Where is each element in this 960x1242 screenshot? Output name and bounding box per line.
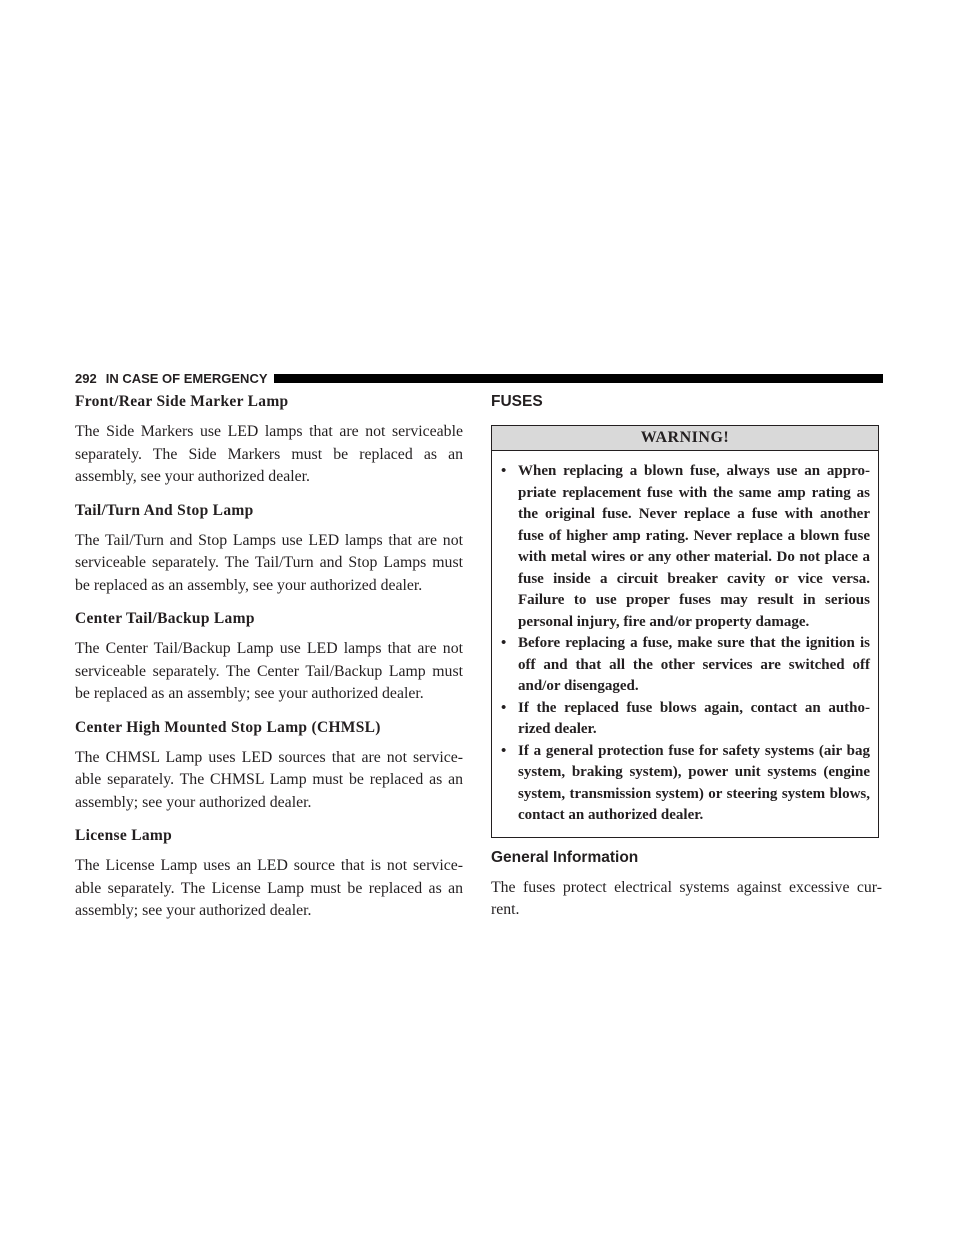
bullet-icon: •: [501, 742, 507, 759]
paragraph: The Tail/Turn and Stop Lamps use LED lamps that are not serviceable separately. The Tail/Turn and Stop Lamps must be replaced as an assembly, see your authorized dealer.: [75, 531, 463, 594]
left-column: [75, 392, 463, 935]
warning-list: [492, 451, 878, 837]
warning-title: WARNING!: [492, 426, 878, 451]
subheading: Center High Mounted Stop Lamp (CHMSL): [75, 718, 381, 736]
warning-item-text: Before replacing a fuse, make sure that the ignition is off and that all the other services are switched off and/or disengaged.: [518, 635, 870, 694]
section-center-tail-backup-lamp: [75, 609, 463, 706]
section-license-lamp: [75, 826, 463, 923]
section-tail-turn-stop-lamp: [75, 501, 463, 598]
bullet-icon: •: [501, 699, 507, 716]
page-header: [75, 370, 883, 386]
subheading: Tail/Turn And Stop Lamp: [75, 501, 254, 519]
warning-item: [500, 633, 870, 698]
section-side-marker-lamp: [75, 392, 463, 489]
right-column: [491, 392, 882, 934]
paragraph: The CHMSL Lamp uses LED sources that are not service-able separately. The CHMSL Lamp must be replaced as an assembly; see your authorized dealer.: [75, 748, 463, 811]
general-information-heading: General Information: [491, 848, 639, 866]
paragraph: The Center Tail/Backup Lamp use LED lamps that are not serviceable separately. The Center Tail/Backup Lamp must be replaced as an assembly; see your authorized dealer.: [75, 640, 463, 702]
warning-item: [500, 461, 870, 633]
section-chmsl: [75, 718, 463, 815]
warning-item: [500, 698, 870, 741]
page-number: 292: [75, 370, 97, 386]
header-rule: [274, 374, 884, 383]
fuses-heading: FUSES: [491, 393, 543, 410]
warning-item: [500, 741, 870, 827]
section-title: IN CASE OF EMERGENCY: [105, 370, 268, 386]
paragraph: The License Lamp uses an LED source that is not service-able separately. The License Lamp must be replaced as an assembly; see your authorized dealer.: [75, 857, 463, 919]
warning-item-text: When replacing a blown fuse, always use an appro-priate replacement fuse with the same amp rating as the original fuse. Never replace a fuse with another fuse of higher amp rating. Never replace a blown fuse with metal wires or any other material. Do not place a fuse inside a circuit breaker cavity or vice versa. Failure to use proper fuses may result in serious personal injury, fire and/or property damage.: [518, 463, 870, 630]
warning-item-text: If a general protection fuse for safety systems (air bag system, braking system), power unit systems (engine system, transmission system) or steering system blows, contact an authorized dealer.: [518, 742, 870, 823]
general-information-paragraph: The fuses protect electrical systems against excessive cur-rent.: [491, 878, 882, 918]
subheading: Center Tail/Backup Lamp: [75, 610, 255, 627]
warning-box: [491, 425, 879, 838]
warning-item-text: If the replaced fuse blows again, contact an autho-rized dealer.: [518, 699, 870, 737]
bullet-icon: •: [501, 635, 507, 651]
subheading: License Lamp: [75, 827, 173, 844]
bullet-icon: •: [501, 463, 507, 479]
subheading: Front/Rear Side Marker Lamp: [75, 393, 289, 410]
paragraph: The Side Markers use LED lamps that are not serviceable separately. The Side Markers must be replaced as an assembly, see your authorized dealer.: [75, 423, 463, 485]
